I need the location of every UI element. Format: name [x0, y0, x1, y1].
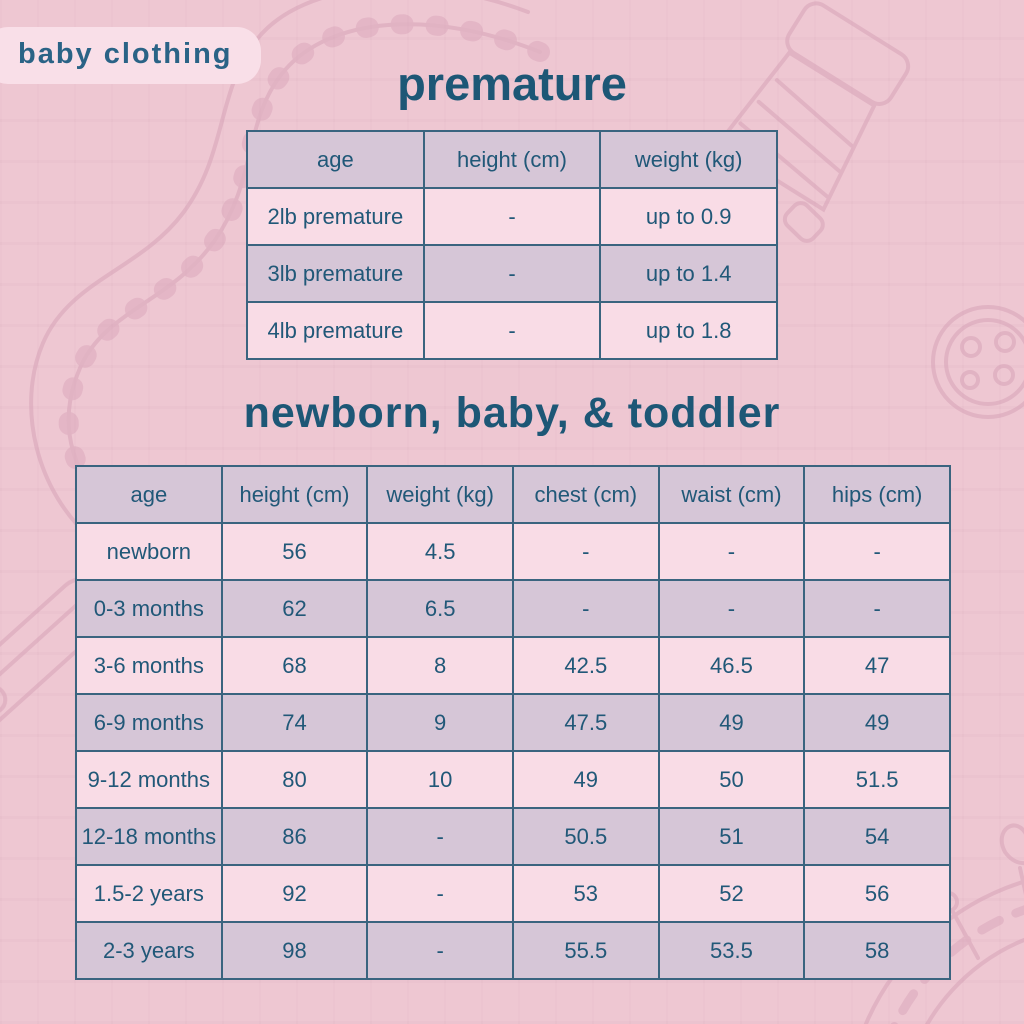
- value-cell: 56: [804, 865, 950, 922]
- value-cell: 6.5: [367, 580, 513, 637]
- value-cell: 50.5: [513, 808, 659, 865]
- value-cell: 58: [804, 922, 950, 979]
- premature-size-table: [246, 130, 778, 360]
- value-cell: -: [659, 580, 805, 637]
- value-cell: 52: [659, 865, 805, 922]
- table-row: [76, 865, 950, 922]
- value-cell: 9: [367, 694, 513, 751]
- table-row: [76, 694, 950, 751]
- premature-table-title: premature: [397, 57, 627, 110]
- age-cell: 2-3 years: [76, 922, 222, 979]
- table-row: [76, 751, 950, 808]
- table-row: [247, 188, 777, 245]
- value-cell: -: [804, 523, 950, 580]
- age-cell: 3lb premature: [247, 245, 424, 302]
- value-cell: 62: [222, 580, 368, 637]
- column-header: age: [247, 131, 424, 188]
- value-cell: -: [513, 580, 659, 637]
- column-header: waist (cm): [659, 466, 805, 523]
- column-header: age: [76, 466, 222, 523]
- age-cell: 9-12 months: [76, 751, 222, 808]
- age-cell: 6-9 months: [76, 694, 222, 751]
- value-cell: -: [424, 302, 601, 359]
- table-row: [76, 580, 950, 637]
- value-cell: 50: [659, 751, 805, 808]
- table-row: [76, 922, 950, 979]
- value-cell: 4.5: [367, 523, 513, 580]
- header-row: [247, 131, 777, 188]
- value-cell: 47.5: [513, 694, 659, 751]
- value-cell: -: [804, 580, 950, 637]
- column-header: chest (cm): [513, 466, 659, 523]
- value-cell: 42.5: [513, 637, 659, 694]
- column-header: weight (kg): [600, 131, 777, 188]
- value-cell: -: [424, 245, 601, 302]
- value-cell: 86: [222, 808, 368, 865]
- table-row: [76, 637, 950, 694]
- value-cell: 92: [222, 865, 368, 922]
- value-cell: 49: [804, 694, 950, 751]
- value-cell: -: [424, 188, 601, 245]
- age-cell: 4lb premature: [247, 302, 424, 359]
- value-cell: 74: [222, 694, 368, 751]
- value-cell: 51: [659, 808, 805, 865]
- column-header: height (cm): [424, 131, 601, 188]
- newborn-baby-toddler-table-title: newborn, baby, & toddler: [243, 389, 781, 437]
- header-row: [76, 466, 950, 523]
- age-cell: 2lb premature: [247, 188, 424, 245]
- column-header: weight (kg): [367, 466, 513, 523]
- value-cell: up to 0.9: [600, 188, 777, 245]
- value-cell: -: [367, 865, 513, 922]
- value-cell: 98: [222, 922, 368, 979]
- value-cell: up to 1.8: [600, 302, 777, 359]
- value-cell: -: [513, 523, 659, 580]
- value-cell: 53: [513, 865, 659, 922]
- table-row: [76, 523, 950, 580]
- age-cell: 0-3 months: [76, 580, 222, 637]
- table-row: [247, 245, 777, 302]
- value-cell: 49: [659, 694, 805, 751]
- value-cell: 10: [367, 751, 513, 808]
- value-cell: 49: [513, 751, 659, 808]
- badge-label: baby clothing: [18, 38, 233, 70]
- column-header: height (cm): [222, 466, 368, 523]
- value-cell: 53.5: [659, 922, 805, 979]
- value-cell: 54: [804, 808, 950, 865]
- value-cell: up to 1.4: [600, 245, 777, 302]
- value-cell: 68: [222, 637, 368, 694]
- table-row: [76, 808, 950, 865]
- table-row: [247, 302, 777, 359]
- value-cell: 56: [222, 523, 368, 580]
- age-cell: 12-18 months: [76, 808, 222, 865]
- value-cell: -: [367, 808, 513, 865]
- value-cell: -: [367, 922, 513, 979]
- newborn-baby-toddler-size-table: [75, 465, 951, 980]
- column-header: hips (cm): [804, 466, 950, 523]
- value-cell: 47: [804, 637, 950, 694]
- age-cell: 1.5-2 years: [76, 865, 222, 922]
- value-cell: 51.5: [804, 751, 950, 808]
- value-cell: 80: [222, 751, 368, 808]
- value-cell: -: [659, 523, 805, 580]
- age-cell: newborn: [76, 523, 222, 580]
- value-cell: 8: [367, 637, 513, 694]
- value-cell: 55.5: [513, 922, 659, 979]
- value-cell: 46.5: [659, 637, 805, 694]
- age-cell: 3-6 months: [76, 637, 222, 694]
